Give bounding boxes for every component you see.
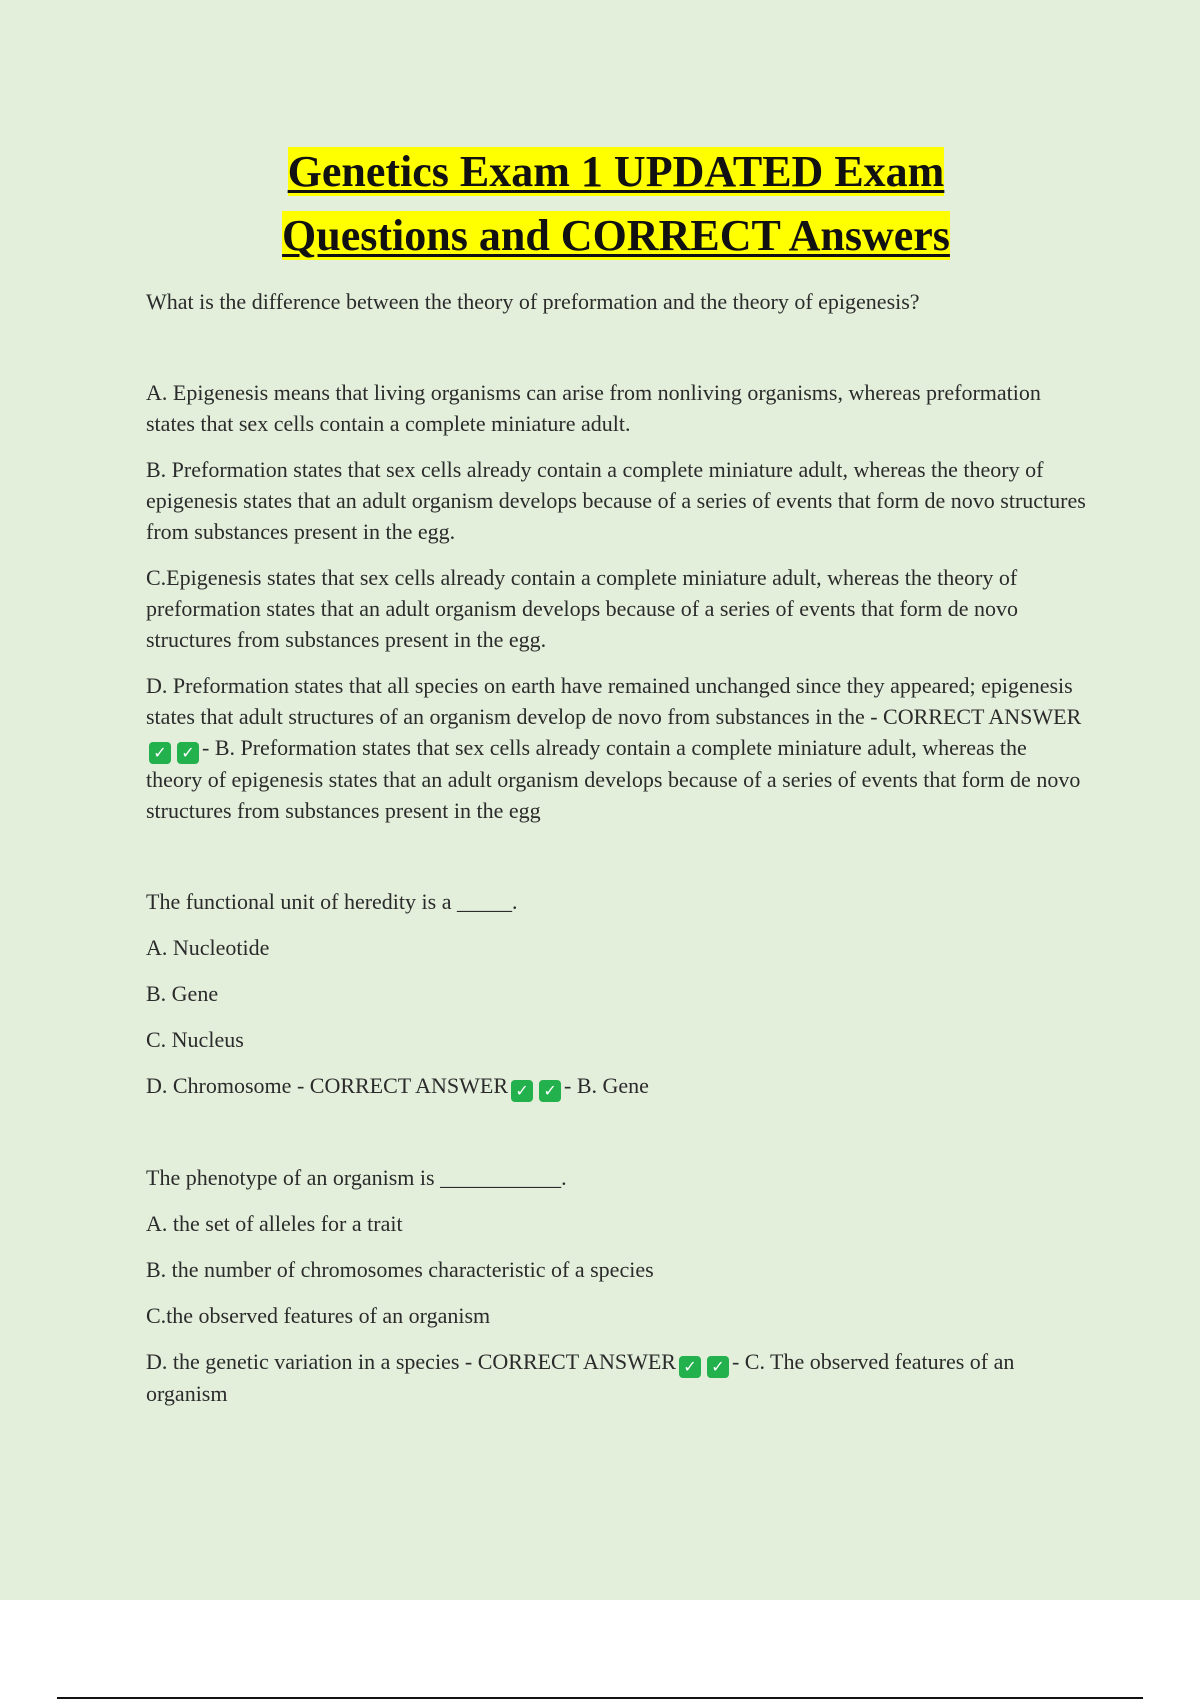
q1-correct-answer: - B. Preformation states that sex cells already contain a complete miniature adult, whereas the theory of epigenesis states that an adult organism develops because of a series of events that form de novo structures from substances present in the egg [146,735,1081,823]
q2-option-d-text: D. Chromosome - CORRECT ANSWER [146,1073,509,1098]
q1-option-c: C.Epigenesis states that sex cells already contain a complete miniature adult, whereas the theory of preformation states that an adult organism develops because of a series of events that form de novo structures from substances present in the egg. [146,565,1018,652]
q2-option-b: B. Gene [146,981,219,1006]
q1-option-d-text: D. Preformation states that all species on earth have remained unchanged since they appeared; epigenesis states that adult structures of an organism develop de novo from substances in the - CORRECT ANSWER [146,673,1082,729]
q3-correct-answer: - C. The observed features of an organism [146,1349,1015,1406]
q2-correct-answer: - B. Gene [564,1073,649,1098]
q3-option-a: A. the set of alleles for a trait [146,1211,403,1236]
q3-option-d-text: D. the genetic variation in a species - CORRECT ANSWER [146,1349,676,1374]
title-line-1: Genetics Exam 1 UPDATED Exam [287,147,945,196]
q2-option-d [146,1070,1086,1102]
q3-option-d [146,1346,1086,1409]
check-box-icon: ✓ [177,742,199,764]
question-3-text: The phenotype of an organism is ___________. [146,1165,567,1190]
title-line-2: Questions and CORRECT Answers [282,211,950,260]
q3-option-b: B. the number of chromosomes characteristic of a species [146,1257,654,1282]
q1-option-b: B. Preformation states that sex cells already contain a complete miniature adult, whereas the theory of epigenesis states that an adult organism develops because of a series of events that form de novo structures from substances present in the egg. [146,457,1086,544]
check-box-icon: ✓ [511,1080,533,1102]
page-title [146,140,1086,268]
q2-option-a: A. Nucleotide [146,935,270,960]
q2-option-c: C. Nucleus [146,1027,244,1052]
question-1-text: What is the difference between the theory of preformation and the theory of epigenesis? [146,289,920,314]
question-2-text: The functional unit of heredity is a _____. [146,889,518,914]
document-content [146,140,1086,1424]
q3-option-c: C.the observed features of an organism [146,1303,491,1328]
check-box-icon: ✓ [707,1356,729,1378]
check-box-icon: ✓ [149,742,171,764]
check-box-icon: ✓ [679,1356,701,1378]
check-box-icon: ✓ [539,1080,561,1102]
q1-option-a: A. Epigenesis means that living organisms can arise from nonliving organisms, whereas preformation states that sex cells contain a complete miniature adult. [146,380,1041,436]
q1-option-d [146,670,1086,826]
footer-divider [57,1697,1143,1699]
